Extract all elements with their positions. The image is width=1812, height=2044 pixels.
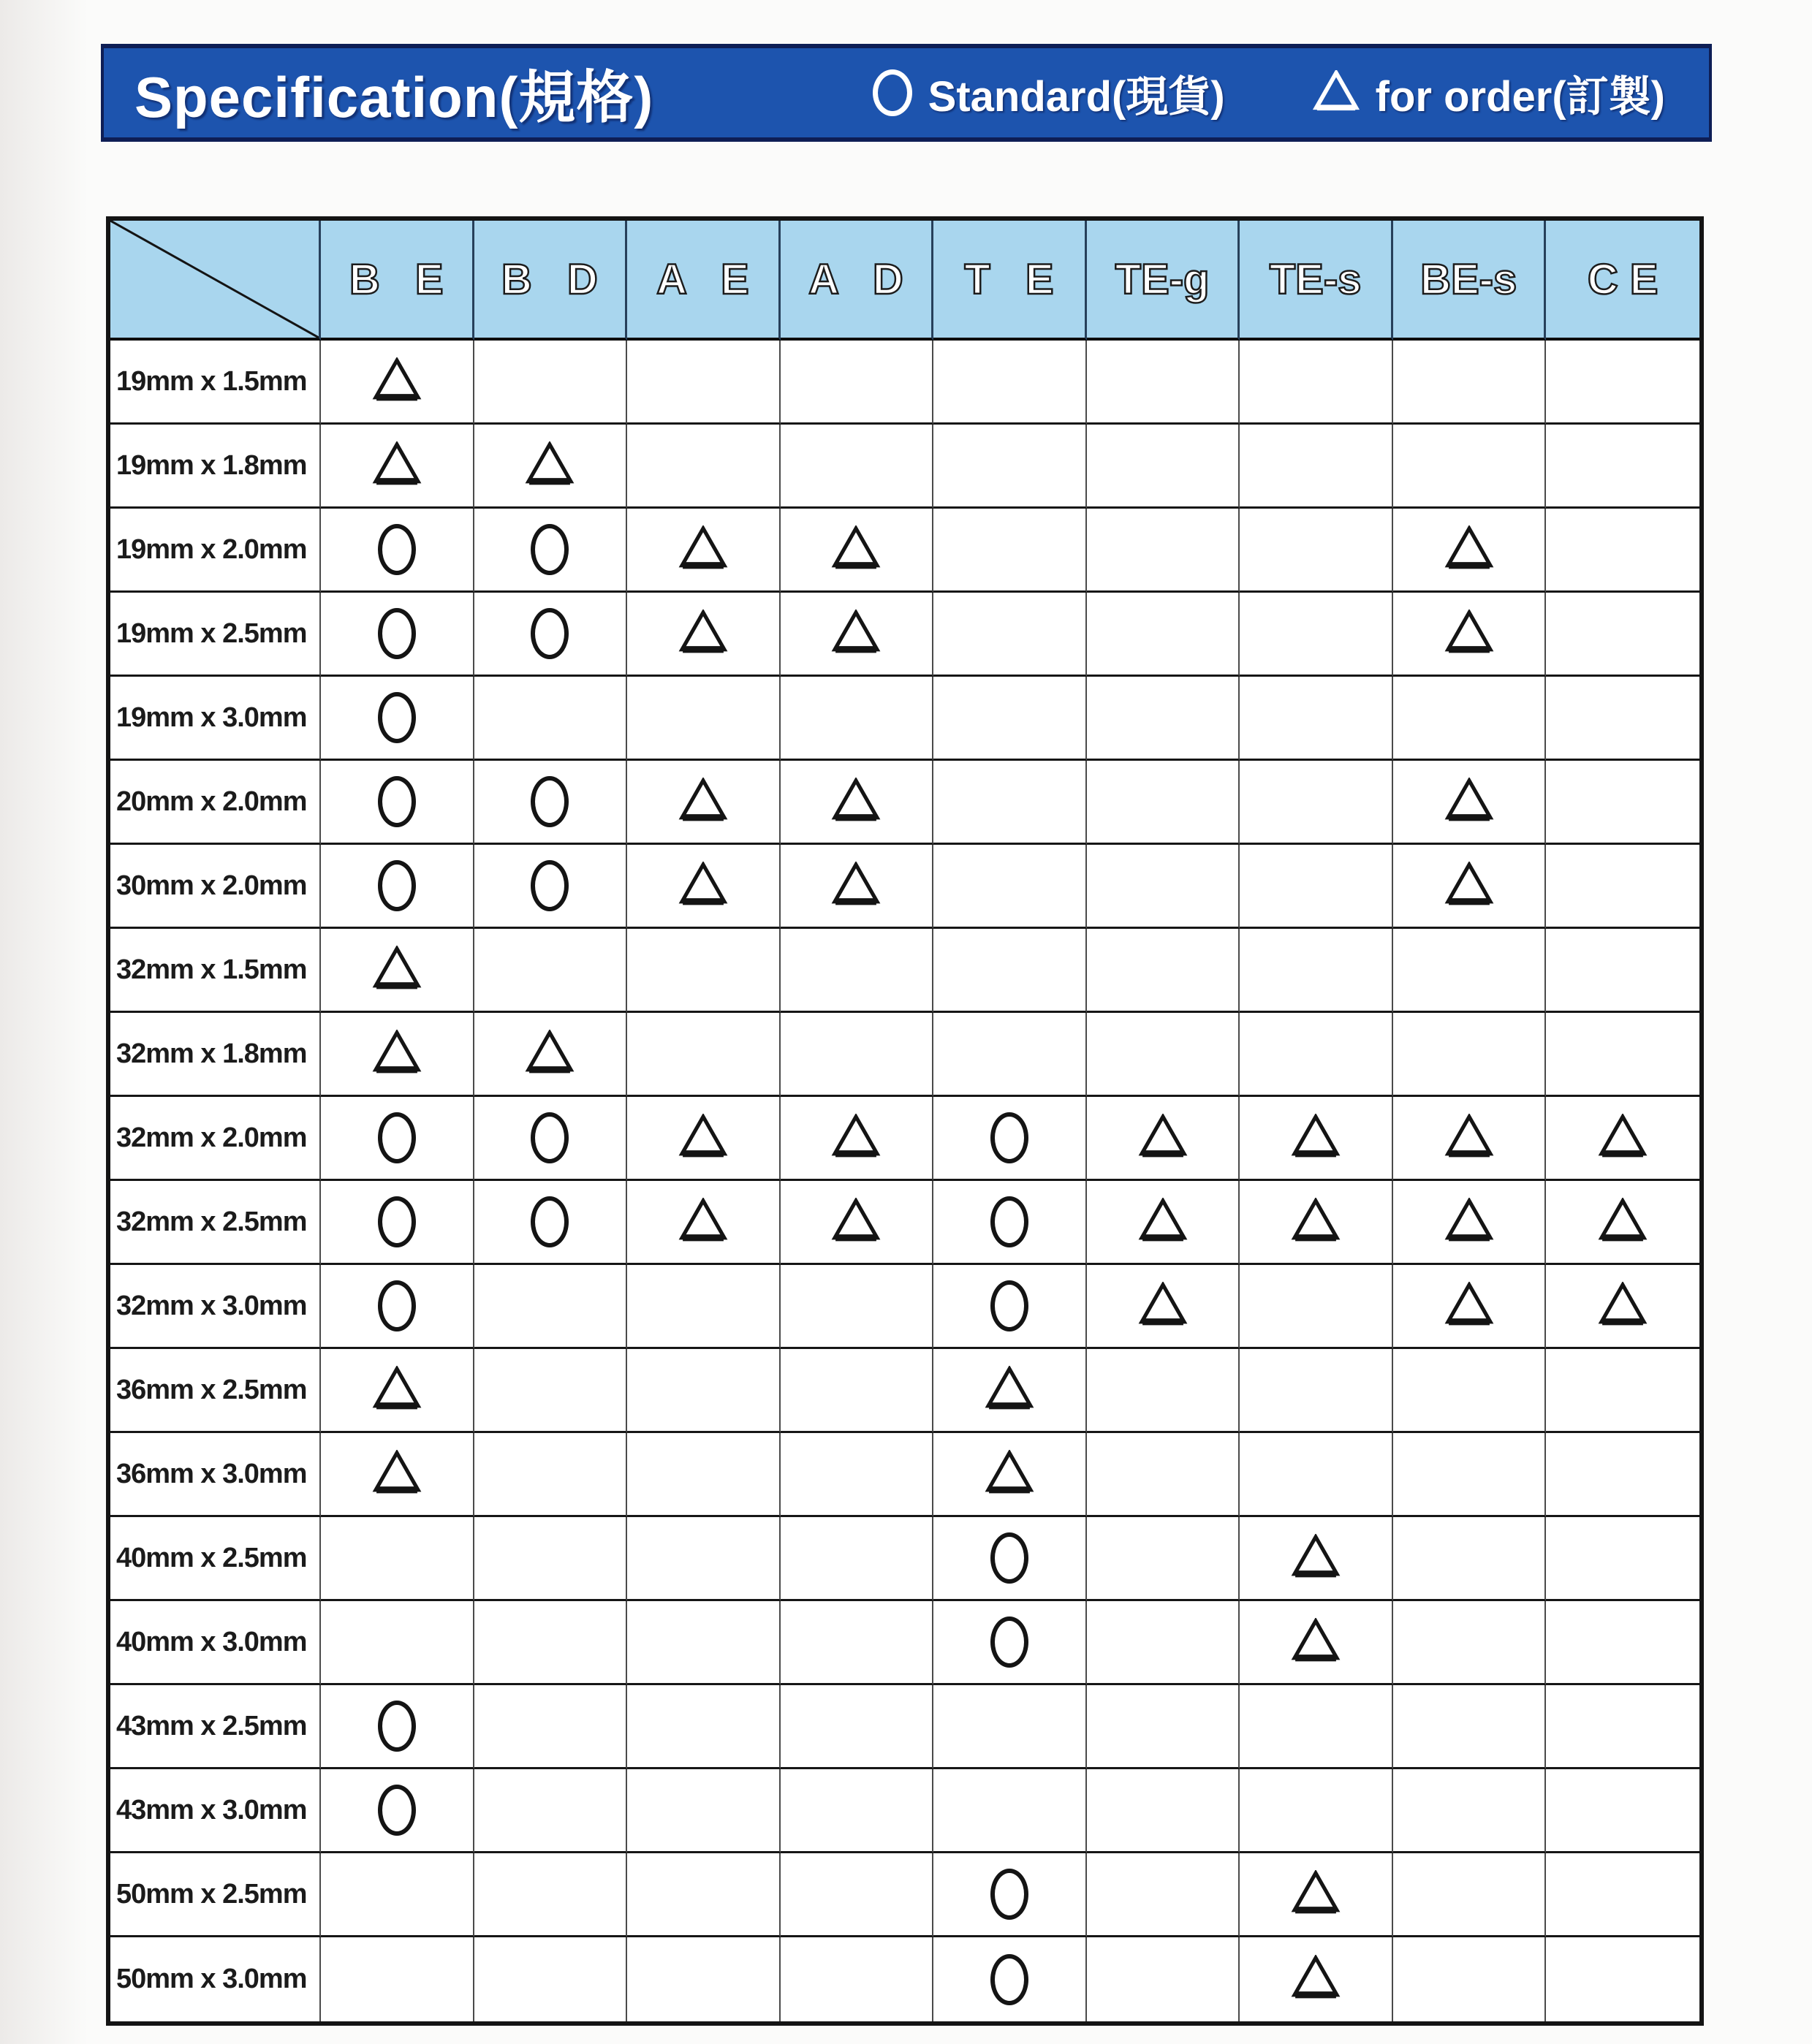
for-order-triangle-symbol bbox=[1290, 1870, 1341, 1919]
spec-cell bbox=[321, 1685, 474, 1769]
spec-cell bbox=[627, 1601, 781, 1685]
spec-cell bbox=[474, 1937, 628, 2021]
spec-cell bbox=[933, 1517, 1087, 1601]
spec-cell bbox=[627, 341, 781, 425]
spec-cell bbox=[321, 509, 474, 593]
standard-circle-symbol bbox=[378, 776, 416, 827]
spec-cell bbox=[1240, 509, 1393, 593]
spec-cell bbox=[627, 845, 781, 929]
for-order-triangle-symbol bbox=[830, 1198, 882, 1247]
standard-circle-symbol bbox=[378, 860, 416, 911]
spec-cell bbox=[933, 509, 1087, 593]
spec-cell bbox=[627, 1517, 781, 1601]
spec-cell bbox=[1087, 1013, 1240, 1097]
spec-cell bbox=[933, 845, 1087, 929]
column-header-te-s bbox=[1240, 221, 1393, 341]
spec-cell bbox=[933, 341, 1087, 425]
spec-cell bbox=[781, 929, 934, 1013]
spec-cell bbox=[321, 1433, 474, 1517]
for-order-triangle-symbol bbox=[1444, 1114, 1495, 1163]
spec-cell bbox=[627, 1937, 781, 2021]
for-order-triangle-symbol bbox=[1313, 70, 1360, 116]
spec-cell bbox=[1393, 1433, 1547, 1517]
spec-cell bbox=[1393, 509, 1547, 593]
spec-cell bbox=[1393, 1601, 1547, 1685]
standard-circle-symbol bbox=[990, 1869, 1028, 1920]
spec-cell bbox=[321, 425, 474, 509]
column-header-label: T E bbox=[964, 255, 1066, 303]
spec-cell bbox=[474, 509, 628, 593]
spec-cell bbox=[1240, 593, 1393, 677]
spec-cell bbox=[1240, 761, 1393, 845]
size-row-label: 43mm x 2.5mm bbox=[110, 1685, 321, 1769]
column-header-label: TE-s bbox=[1269, 255, 1362, 303]
spec-cell bbox=[1546, 1097, 1699, 1181]
spec-cell bbox=[781, 1013, 934, 1097]
standard-circle-symbol bbox=[990, 1280, 1028, 1331]
spec-cell bbox=[1240, 1349, 1393, 1433]
for-order-triangle-symbol bbox=[1444, 862, 1495, 911]
spec-cell bbox=[1393, 1181, 1547, 1265]
spec-cell bbox=[1393, 341, 1547, 425]
size-row-label: 19mm x 1.8mm bbox=[110, 425, 321, 509]
spec-cell bbox=[1546, 1853, 1699, 1937]
spec-cell bbox=[1546, 1433, 1699, 1517]
spec-cell bbox=[781, 593, 934, 677]
spec-cell bbox=[1087, 425, 1240, 509]
for-order-triangle-symbol bbox=[371, 946, 422, 995]
spec-cell bbox=[933, 1097, 1087, 1181]
spec-cell bbox=[1087, 1097, 1240, 1181]
standard-circle-symbol bbox=[378, 1785, 416, 1836]
spec-cell bbox=[627, 929, 781, 1013]
spec-cell bbox=[321, 677, 474, 761]
spec-cell bbox=[933, 929, 1087, 1013]
spec-cell bbox=[1087, 1433, 1240, 1517]
spec-cell bbox=[321, 1013, 474, 1097]
spec-cell bbox=[1546, 761, 1699, 845]
for-order-triangle-symbol bbox=[678, 525, 729, 574]
spec-cell bbox=[1546, 1181, 1699, 1265]
spec-cell bbox=[1240, 1853, 1393, 1937]
spec-cell bbox=[1240, 1517, 1393, 1601]
column-header-label: TE-g bbox=[1115, 255, 1210, 303]
spec-cell bbox=[474, 845, 628, 929]
size-row-label: 50mm x 2.5mm bbox=[110, 1853, 321, 1937]
standard-circle-symbol bbox=[378, 1112, 416, 1163]
spec-cell bbox=[1087, 929, 1240, 1013]
for-order-triangle-symbol bbox=[1597, 1282, 1648, 1331]
spec-cell bbox=[474, 425, 628, 509]
spec-cell bbox=[781, 1097, 934, 1181]
for-order-triangle-symbol bbox=[371, 441, 422, 490]
spec-cell bbox=[1240, 1265, 1393, 1349]
spec-cell bbox=[1240, 1769, 1393, 1853]
for-order-triangle-symbol bbox=[1137, 1198, 1189, 1247]
size-row-label: 40mm x 2.5mm bbox=[110, 1517, 321, 1601]
standard-circle-symbol bbox=[531, 1196, 569, 1247]
spec-cell bbox=[933, 1181, 1087, 1265]
for-order-triangle-symbol bbox=[830, 525, 882, 574]
spec-cell bbox=[627, 1853, 781, 1937]
size-row-label: 50mm x 3.0mm bbox=[110, 1937, 321, 2021]
spec-cell bbox=[474, 1517, 628, 1601]
size-row-label: 20mm x 2.0mm bbox=[110, 761, 321, 845]
spec-cell bbox=[1087, 341, 1240, 425]
spec-cell bbox=[627, 1265, 781, 1349]
spec-cell bbox=[1087, 1349, 1240, 1433]
spec-cell bbox=[933, 677, 1087, 761]
spec-cell bbox=[933, 1937, 1087, 2021]
standard-circle-symbol bbox=[378, 608, 416, 659]
size-row-label: 32mm x 1.8mm bbox=[110, 1013, 321, 1097]
legend-item-circle bbox=[873, 62, 1225, 124]
for-order-triangle-symbol bbox=[678, 778, 729, 827]
spec-cell bbox=[627, 1433, 781, 1517]
for-order-triangle-symbol bbox=[371, 1366, 422, 1415]
page-title: Specification(規格) bbox=[134, 65, 654, 129]
column-header-label: A D bbox=[808, 255, 915, 303]
for-order-triangle-symbol bbox=[1137, 1114, 1189, 1163]
for-order-triangle-symbol bbox=[830, 862, 882, 911]
spec-cell bbox=[474, 1433, 628, 1517]
spec-cell bbox=[1087, 1601, 1240, 1685]
column-header-be-s bbox=[1393, 221, 1547, 341]
spec-cell bbox=[1393, 1265, 1547, 1349]
spec-cell bbox=[933, 1265, 1087, 1349]
spec-cell bbox=[781, 677, 934, 761]
standard-circle-symbol bbox=[378, 692, 416, 743]
for-order-triangle-symbol bbox=[830, 609, 882, 658]
spec-cell bbox=[1240, 677, 1393, 761]
spec-cell bbox=[781, 761, 934, 845]
for-order-triangle-symbol bbox=[1137, 1282, 1189, 1331]
for-order-triangle-symbol bbox=[984, 1366, 1035, 1415]
spec-cell bbox=[474, 761, 628, 845]
spec-cell bbox=[1087, 509, 1240, 593]
for-order-triangle-symbol bbox=[1444, 1282, 1495, 1331]
for-order-triangle-symbol bbox=[1290, 1114, 1341, 1163]
spec-cell bbox=[1546, 1349, 1699, 1433]
spec-cell bbox=[1393, 1097, 1547, 1181]
spec-cell bbox=[781, 1433, 934, 1517]
spec-cell bbox=[1087, 1937, 1240, 2021]
spec-cell bbox=[627, 425, 781, 509]
size-row-label: 19mm x 2.5mm bbox=[110, 593, 321, 677]
for-order-triangle-symbol bbox=[1290, 1618, 1341, 1667]
spec-cell bbox=[321, 593, 474, 677]
spec-cell bbox=[781, 425, 934, 509]
spec-cell bbox=[1240, 1685, 1393, 1769]
size-row-label: 32mm x 2.0mm bbox=[110, 1097, 321, 1181]
legend-item-triangle bbox=[1313, 62, 1665, 124]
standard-circle-symbol bbox=[531, 776, 569, 827]
spec-cell bbox=[1087, 677, 1240, 761]
for-order-triangle-symbol bbox=[1444, 1198, 1495, 1247]
spec-cell bbox=[1240, 929, 1393, 1013]
spec-cell bbox=[1393, 1349, 1547, 1433]
standard-circle-symbol bbox=[990, 1616, 1028, 1668]
spec-cell bbox=[321, 1853, 474, 1937]
size-row-label: 32mm x 1.5mm bbox=[110, 929, 321, 1013]
spec-cell bbox=[321, 1181, 474, 1265]
spec-cell bbox=[1546, 1685, 1699, 1769]
spec-cell bbox=[1087, 1853, 1240, 1937]
spec-cell bbox=[321, 761, 474, 845]
for-order-triangle-symbol bbox=[524, 1030, 575, 1079]
spec-cell bbox=[1393, 593, 1547, 677]
spec-cell bbox=[1393, 929, 1547, 1013]
corner-type-size-cell bbox=[110, 221, 321, 341]
spec-cell bbox=[781, 1181, 934, 1265]
spec-cell bbox=[1546, 929, 1699, 1013]
spec-cell bbox=[1087, 1769, 1240, 1853]
column-header-bd bbox=[474, 221, 628, 341]
spec-cell bbox=[781, 1265, 934, 1349]
spec-cell bbox=[1393, 845, 1547, 929]
standard-circle-symbol bbox=[531, 860, 569, 911]
spec-cell bbox=[933, 1349, 1087, 1433]
spec-cell bbox=[781, 1769, 934, 1853]
for-order-triangle-symbol bbox=[830, 1114, 882, 1163]
spec-cell bbox=[1546, 509, 1699, 593]
spec-cell bbox=[933, 593, 1087, 677]
spec-cell bbox=[781, 1349, 934, 1433]
for-order-triangle-symbol bbox=[1444, 609, 1495, 658]
spec-cell bbox=[627, 1097, 781, 1181]
spec-cell bbox=[1393, 1013, 1547, 1097]
legend-label: Standard(現貨) bbox=[928, 73, 1225, 121]
spec-cell bbox=[1546, 1013, 1699, 1097]
column-header-label: BE-s bbox=[1420, 255, 1517, 303]
column-header-ad bbox=[781, 221, 934, 341]
for-order-triangle-symbol bbox=[1290, 1534, 1341, 1583]
spec-cell bbox=[321, 929, 474, 1013]
spec-cell bbox=[1546, 1937, 1699, 2021]
spec-cell bbox=[627, 761, 781, 845]
spec-cell bbox=[321, 1349, 474, 1433]
for-order-triangle-symbol bbox=[678, 609, 729, 658]
for-order-triangle-symbol bbox=[1444, 778, 1495, 827]
standard-circle-symbol bbox=[378, 524, 416, 575]
spec-cell bbox=[627, 1769, 781, 1853]
spec-cell bbox=[933, 1601, 1087, 1685]
spec-cell bbox=[474, 929, 628, 1013]
for-order-triangle-symbol bbox=[678, 1114, 729, 1163]
spec-cell bbox=[1393, 425, 1547, 509]
spec-cell bbox=[933, 761, 1087, 845]
spec-cell bbox=[1240, 1601, 1393, 1685]
size-row-label: 19mm x 2.0mm bbox=[110, 509, 321, 593]
spec-cell bbox=[321, 845, 474, 929]
legend-label: for order(訂製) bbox=[1375, 73, 1665, 121]
spec-cell bbox=[1393, 1937, 1547, 2021]
spec-cell bbox=[781, 341, 934, 425]
spec-cell bbox=[781, 845, 934, 929]
spec-cell bbox=[627, 509, 781, 593]
for-order-triangle-symbol bbox=[830, 778, 882, 827]
spec-cell bbox=[1546, 425, 1699, 509]
spec-cell bbox=[627, 1685, 781, 1769]
column-header-label: A E bbox=[656, 255, 761, 303]
for-order-triangle-symbol bbox=[1444, 525, 1495, 574]
spec-cell bbox=[474, 677, 628, 761]
specification-table bbox=[106, 216, 1704, 2026]
spec-cell bbox=[321, 341, 474, 425]
spec-cell bbox=[321, 1769, 474, 1853]
spec-cell bbox=[474, 1349, 628, 1433]
spec-cell bbox=[1393, 761, 1547, 845]
size-row-label: 19mm x 3.0mm bbox=[110, 677, 321, 761]
spec-cell bbox=[1087, 1517, 1240, 1601]
spec-cell bbox=[321, 1097, 474, 1181]
spec-cell bbox=[1546, 1769, 1699, 1853]
spec-cell bbox=[474, 341, 628, 425]
column-header-label: B E bbox=[349, 255, 455, 303]
spec-cell bbox=[321, 1601, 474, 1685]
spec-cell bbox=[1546, 845, 1699, 929]
spec-cell bbox=[1087, 1265, 1240, 1349]
for-order-triangle-symbol bbox=[371, 357, 422, 406]
spec-cell bbox=[321, 1517, 474, 1601]
spec-cell bbox=[1087, 845, 1240, 929]
for-order-triangle-symbol bbox=[371, 1450, 422, 1499]
size-row-label: 30mm x 2.0mm bbox=[110, 845, 321, 929]
spec-cell bbox=[1240, 425, 1393, 509]
column-header-be bbox=[321, 221, 474, 341]
spec-cell bbox=[1240, 1013, 1393, 1097]
standard-circle-symbol bbox=[378, 1701, 416, 1752]
spec-cell bbox=[933, 1433, 1087, 1517]
spec-cell bbox=[1546, 1265, 1699, 1349]
for-order-triangle-symbol bbox=[1290, 1955, 1341, 2004]
for-order-triangle-symbol bbox=[371, 1030, 422, 1079]
column-header-label: B D bbox=[501, 255, 610, 303]
spec-cell bbox=[321, 1937, 474, 2021]
spec-cell bbox=[1087, 593, 1240, 677]
spec-cell bbox=[627, 1181, 781, 1265]
spec-cell bbox=[781, 509, 934, 593]
spec-cell bbox=[474, 1097, 628, 1181]
spec-cell bbox=[1240, 845, 1393, 929]
spec-cell bbox=[1546, 341, 1699, 425]
standard-circle-symbol bbox=[378, 1196, 416, 1247]
spec-cell bbox=[1240, 341, 1393, 425]
column-header-te bbox=[933, 221, 1087, 341]
spec-cell bbox=[321, 1265, 474, 1349]
for-order-triangle-symbol bbox=[678, 862, 729, 911]
spec-cell bbox=[1393, 1853, 1547, 1937]
size-row-label: 32mm x 3.0mm bbox=[110, 1265, 321, 1349]
standard-circle-symbol bbox=[531, 1112, 569, 1163]
spec-cell bbox=[474, 1013, 628, 1097]
spec-cell bbox=[474, 1181, 628, 1265]
size-row-label: 19mm x 1.5mm bbox=[110, 341, 321, 425]
spec-cell bbox=[1393, 1517, 1547, 1601]
standard-circle-symbol bbox=[873, 69, 912, 116]
column-header-ae bbox=[627, 221, 781, 341]
spec-cell bbox=[627, 1013, 781, 1097]
spec-cell bbox=[1393, 1769, 1547, 1853]
spec-cell bbox=[933, 1685, 1087, 1769]
standard-circle-symbol bbox=[378, 1280, 416, 1331]
standard-circle-symbol bbox=[990, 1532, 1028, 1584]
spec-cell bbox=[781, 1685, 934, 1769]
spec-cell bbox=[474, 1853, 628, 1937]
spec-cell bbox=[627, 677, 781, 761]
size-row-label: 40mm x 3.0mm bbox=[110, 1601, 321, 1685]
size-row-label: 36mm x 2.5mm bbox=[110, 1349, 321, 1433]
spec-cell bbox=[1087, 761, 1240, 845]
spec-cell bbox=[474, 1685, 628, 1769]
spec-cell bbox=[781, 1937, 934, 2021]
spec-cell bbox=[1393, 677, 1547, 761]
size-row-label: 32mm x 2.5mm bbox=[110, 1181, 321, 1265]
spec-cell bbox=[781, 1853, 934, 1937]
for-order-triangle-symbol bbox=[1597, 1114, 1648, 1163]
spec-cell bbox=[474, 593, 628, 677]
for-order-triangle-symbol bbox=[678, 1198, 729, 1247]
column-header-ce bbox=[1546, 221, 1699, 341]
standard-circle-symbol bbox=[531, 524, 569, 575]
specification-banner bbox=[101, 44, 1712, 142]
spec-cell bbox=[1240, 1181, 1393, 1265]
standard-circle-symbol bbox=[531, 608, 569, 659]
legend bbox=[873, 62, 1709, 124]
diagonal-divider bbox=[110, 221, 319, 338]
standard-circle-symbol bbox=[990, 1112, 1028, 1163]
spec-cell bbox=[1087, 1685, 1240, 1769]
spec-cell bbox=[474, 1265, 628, 1349]
standard-circle-symbol bbox=[990, 1954, 1028, 2005]
column-header-te-g bbox=[1087, 221, 1240, 341]
spec-cell bbox=[474, 1769, 628, 1853]
spec-cell bbox=[474, 1601, 628, 1685]
spec-cell bbox=[627, 593, 781, 677]
spec-cell bbox=[1546, 1601, 1699, 1685]
size-row-label: 36mm x 3.0mm bbox=[110, 1433, 321, 1517]
spec-cell bbox=[1240, 1433, 1393, 1517]
spec-cell bbox=[933, 425, 1087, 509]
column-header-label: CE bbox=[1587, 255, 1670, 303]
spec-cell bbox=[1087, 1181, 1240, 1265]
standard-circle-symbol bbox=[990, 1196, 1028, 1247]
spec-cell bbox=[933, 1853, 1087, 1937]
spec-cell bbox=[627, 1349, 781, 1433]
spec-cell bbox=[1240, 1937, 1393, 2021]
spec-cell bbox=[1546, 1517, 1699, 1601]
spec-cell bbox=[781, 1601, 934, 1685]
spec-cell bbox=[1240, 1097, 1393, 1181]
spec-cell bbox=[1546, 593, 1699, 677]
spec-cell bbox=[933, 1769, 1087, 1853]
for-order-triangle-symbol bbox=[1290, 1198, 1341, 1247]
spec-cell bbox=[1546, 677, 1699, 761]
spec-cell bbox=[781, 1517, 934, 1601]
for-order-triangle-symbol bbox=[984, 1450, 1035, 1499]
for-order-triangle-symbol bbox=[524, 441, 575, 490]
spec-cell bbox=[1393, 1685, 1547, 1769]
for-order-triangle-symbol bbox=[1597, 1198, 1648, 1247]
spec-cell bbox=[933, 1013, 1087, 1097]
size-row-label: 43mm x 3.0mm bbox=[110, 1769, 321, 1853]
